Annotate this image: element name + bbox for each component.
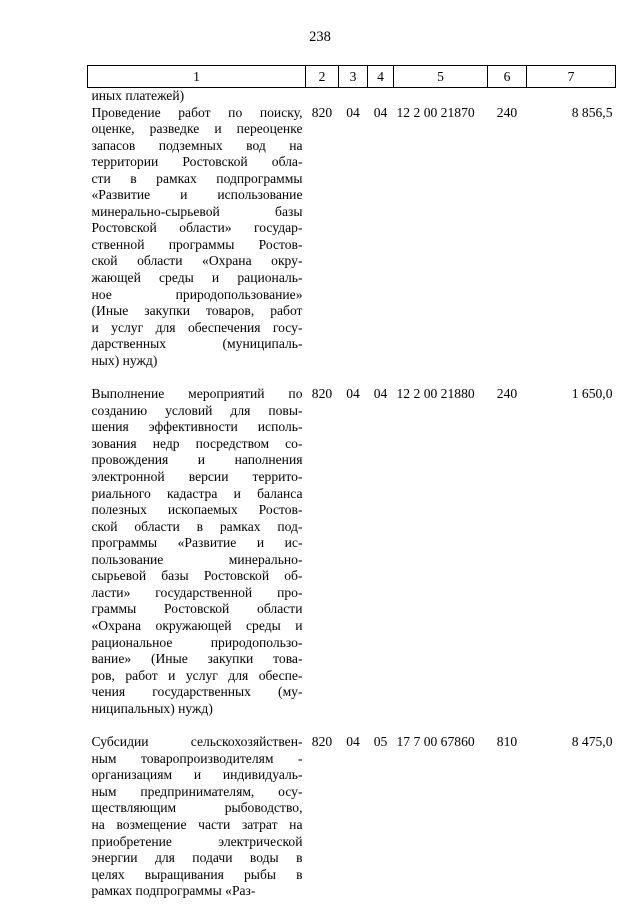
description-line: ственной программы Ростов- bbox=[91, 236, 303, 252]
description-line: целях выращивания рыбы в bbox=[91, 866, 303, 882]
description-line: электронной версии террито- bbox=[91, 469, 303, 485]
subsection-code: 04 bbox=[373, 386, 388, 402]
subsection-code: 04 bbox=[373, 104, 388, 120]
description-line: риального кадастра и баланса bbox=[91, 485, 303, 501]
table-row bbox=[88, 88, 616, 105]
description-line: иных платежей) bbox=[91, 88, 185, 103]
table-header-row bbox=[88, 66, 616, 88]
description-line: на возмещение части затрат на bbox=[91, 816, 303, 832]
ministry-code: 820 bbox=[311, 104, 333, 120]
description-line: ской области «Охрана окру- bbox=[91, 253, 303, 269]
header-col-1: 1 bbox=[88, 66, 306, 88]
amount-value bbox=[527, 88, 616, 105]
description-line: Субсидии сельскохозяйствен- bbox=[91, 734, 303, 750]
description-line: созданию условий для повы- bbox=[91, 402, 303, 418]
description-line: территории Ростовской обла- bbox=[91, 154, 303, 170]
ministry-code: 820 bbox=[311, 386, 333, 402]
section-code: 04 bbox=[346, 104, 360, 120]
description-line: шения эффективности исполь- bbox=[91, 419, 303, 435]
row-description bbox=[88, 734, 306, 899]
table-row bbox=[88, 386, 616, 717]
description-line: (Иные закупки товаров, работ bbox=[91, 303, 303, 319]
description-line: ное природопользование» bbox=[91, 286, 303, 302]
header-col-5: 5 bbox=[394, 66, 488, 88]
description-line: приобретение электрической bbox=[91, 833, 303, 849]
description-line: вание» (Иные закупки това- bbox=[91, 651, 303, 667]
target-article-code: 12 2 00 21870 bbox=[396, 104, 475, 120]
subsection-code: 05 bbox=[373, 734, 388, 750]
amount-value: 8 475,0 bbox=[571, 734, 613, 750]
description-line: полезных ископаемых Ростов- bbox=[91, 502, 303, 518]
description-line: ласти» государственной про- bbox=[91, 584, 303, 600]
description-line: ской области в рамках под- bbox=[91, 518, 303, 534]
description-line: ров, работ и услуг для обеспе- bbox=[91, 667, 303, 683]
description-line: ниципальных) нужд) bbox=[91, 700, 213, 716]
description-line: программы «Развитие и ис- bbox=[91, 535, 303, 551]
subsection-code bbox=[368, 88, 394, 105]
description-line: сырьевой базы Ростовской об- bbox=[91, 568, 303, 584]
description-line: провождения и наполнения bbox=[91, 452, 303, 468]
description-line: Выполнение мероприятий по bbox=[91, 386, 303, 402]
row-description bbox=[88, 105, 306, 370]
row-spacer bbox=[88, 369, 616, 386]
description-line: чения государственных (му- bbox=[91, 684, 303, 700]
section-code: 04 bbox=[346, 386, 360, 402]
ministry-code bbox=[306, 88, 339, 105]
expense-type-code: 240 bbox=[496, 104, 518, 120]
description-line: и услуг для обеспечения госу- bbox=[91, 319, 303, 335]
amount-value: 8 856,5 bbox=[571, 104, 613, 120]
description-line: рациональное природопользо- bbox=[91, 634, 303, 650]
description-line: граммы Ростовской области bbox=[91, 601, 303, 617]
description-line: запасов подземных вод на bbox=[91, 137, 303, 153]
description-line: Ростовской области» государ- bbox=[91, 220, 303, 236]
description-line: ществляющим рыбоводство, bbox=[91, 800, 303, 816]
description-line: Проведение работ по поиску, bbox=[91, 104, 303, 120]
page-number: 238 bbox=[309, 29, 331, 45]
description-line: ных) нужд) bbox=[91, 352, 158, 368]
description-line: зования недр посредством со- bbox=[91, 435, 303, 451]
expense-type-code bbox=[488, 88, 527, 105]
row-description bbox=[88, 386, 306, 717]
row-spacer-cell bbox=[88, 369, 616, 386]
table-body bbox=[88, 88, 616, 900]
description-line: минерально-сырьевой базы bbox=[91, 203, 303, 219]
amount-value: 1 650,0 bbox=[571, 386, 613, 402]
target-article-code: 12 2 00 21880 bbox=[396, 386, 475, 402]
section-code bbox=[339, 88, 368, 105]
header-col-2: 2 bbox=[306, 66, 339, 88]
description-line: ным товаропроизводителям - bbox=[91, 750, 303, 766]
row-spacer-cell bbox=[88, 717, 616, 734]
description-line: энергии для подачи воды в bbox=[91, 850, 303, 866]
description-line: оценке, разведке и переоценке bbox=[91, 121, 303, 137]
description-line: рамках подпрограммы «Раз- bbox=[91, 883, 256, 899]
target-article-code bbox=[394, 88, 488, 105]
section-code: 04 bbox=[346, 734, 360, 750]
description-line: ным предпринимателям, осу- bbox=[91, 783, 303, 799]
description-line: организациям и индивидуаль- bbox=[91, 767, 303, 783]
description-line: дарственных (муниципаль- bbox=[91, 336, 303, 352]
table-row bbox=[88, 105, 616, 370]
description-line: «Охрана окружающей среды и bbox=[91, 617, 303, 633]
table-row bbox=[88, 734, 616, 899]
expense-type-code: 810 bbox=[496, 734, 518, 750]
header-col-7: 7 bbox=[527, 66, 616, 88]
description-line: жающей среды и рациональ- bbox=[91, 270, 303, 286]
header-col-6: 6 bbox=[488, 66, 527, 88]
description-line: пользование минерально- bbox=[91, 551, 303, 567]
expense-type-code: 240 bbox=[496, 386, 518, 402]
target-article-code: 17 7 00 67860 bbox=[396, 734, 475, 750]
ministry-code: 820 bbox=[311, 734, 333, 750]
header-col-3: 3 bbox=[339, 66, 368, 88]
budget-table bbox=[87, 65, 616, 900]
description-line: сти в рамках подпрограммы bbox=[91, 170, 303, 186]
description-line: «Развитие и использование bbox=[91, 187, 303, 203]
header-col-4: 4 bbox=[368, 66, 394, 88]
row-description bbox=[88, 88, 306, 105]
row-spacer bbox=[88, 717, 616, 734]
